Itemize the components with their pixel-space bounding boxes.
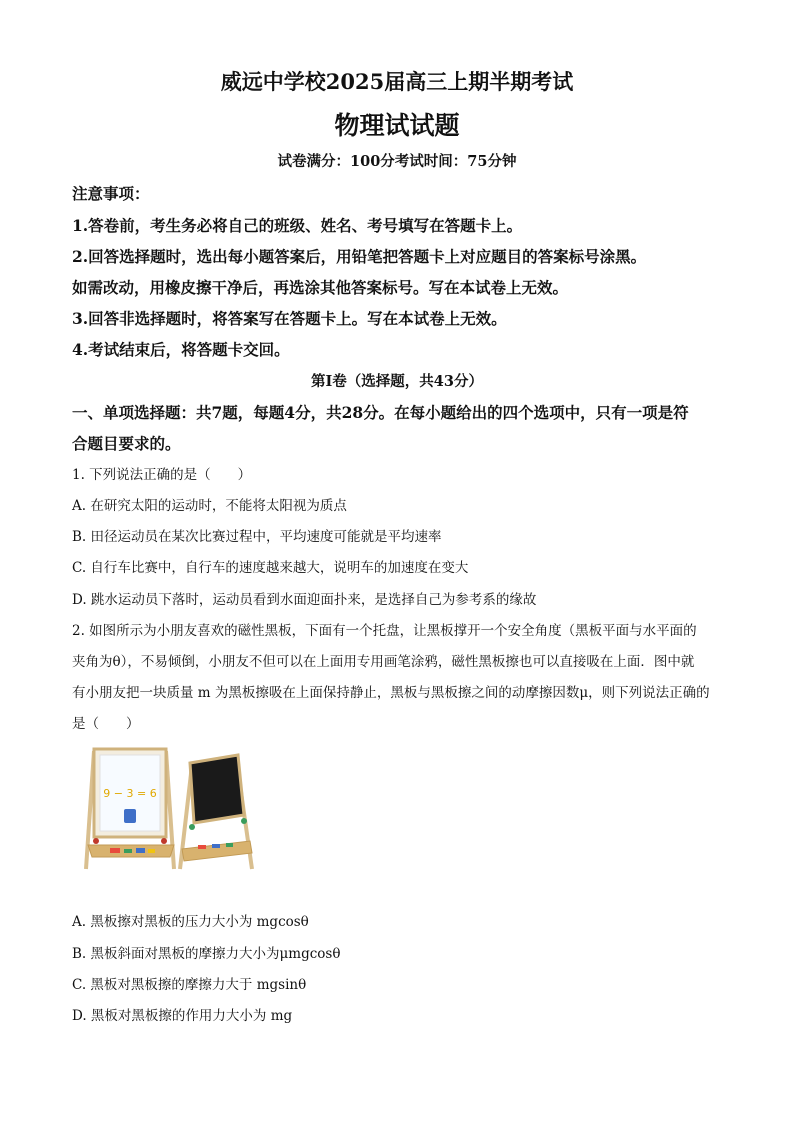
q1-option-c: C. 自行车比赛中，自行车的速度越来越大，说明车的加速度在变大: [72, 560, 469, 576]
exam-info: 试卷满分：100分考试时间：75分钟: [277, 153, 517, 170]
blackboard-easel: [180, 755, 252, 869]
note-item-4: 4.考试结束后，将答题卡交回。: [72, 340, 290, 359]
q1-option-b: B. 田径运动员在某次比赛过程中，平均速度可能就是平均速率: [72, 529, 442, 545]
easel-illustration: [80, 745, 260, 875]
whiteboard-easel: [86, 749, 174, 869]
q1-option-d: D. 跳水运动员下落时，运动员看到水面迎面扑来，是选择自己为参考系的缘故: [72, 592, 537, 608]
q2-option-d: D. 黑板对黑板擦的作用力大小为 mg: [72, 1008, 293, 1024]
q2-option-b: B. 黑板斜面对黑板的摩擦力大小为μmgcosθ: [72, 946, 341, 962]
q2-option-a: A. 黑板擦对黑板的压力大小为 mgcosθ: [72, 914, 309, 930]
magnetic-easel-figure: [80, 745, 260, 875]
easel-equation: 9 − 3 = 6: [103, 787, 157, 800]
section-title: 第Ⅰ卷（选择题，共43分）: [311, 373, 483, 390]
section-instruction-2: 合题目要求的。: [72, 434, 181, 453]
section-instruction-1: 一、单项选择题：共7题，每题4分，共28分。在每小题给出的四个选项中，只有一项是符: [72, 403, 689, 422]
notes-heading: 注意事项：: [72, 184, 150, 203]
q2-stem-line-4: 是（ ）: [72, 716, 140, 732]
q2-stem-line-1: 2. 如图所示为小朋友喜欢的磁性黑板，下面有一个托盘，让黑板撑开一个安全角度（黑板平面与水平面的: [72, 623, 697, 639]
q2-stem-line-2: 夹角为θ），不易倾倒，小朋友不但可以在上面用专用画笔涂鸦，磁性黑板擦也可以直接吸在上面．图中就: [72, 654, 695, 670]
note-item-3: 3.回答非选择题时，将答案写在答题卡上。写在本试卷上无效。: [72, 309, 507, 328]
q1-stem: 1. 下列说法正确的是（ ）: [72, 467, 252, 483]
note-item-1: 1.答卷前，考生务必将自己的班级、姓名、考号填写在答题卡上。: [72, 216, 523, 235]
note-item-2: 2.回答选择题时，选出每小题答案后，用铅笔把答题卡上对应题目的答案标号涂黑。: [72, 247, 647, 266]
school-title: 威远中学校2025届高三上期半期考试: [220, 69, 574, 94]
note-item-2-cont: 如需改动，用橡皮擦干净后，再选涂其他答案标号。写在本试卷上无效。: [72, 278, 569, 297]
q2-stem-line-3: 有小朋友把一块质量 m 为黑板擦吸在上面保持静止，黑板与黑板擦之间的动摩擦因数μ，则下列说法正确的: [72, 685, 710, 701]
subject-title: 物理试试题: [334, 111, 460, 140]
q1-option-a: A. 在研究太阳的运动时，不能将太阳视为质点: [72, 498, 347, 514]
q2-option-c: C. 黑板对黑板擦的摩擦力大于 mgsinθ: [72, 977, 307, 993]
